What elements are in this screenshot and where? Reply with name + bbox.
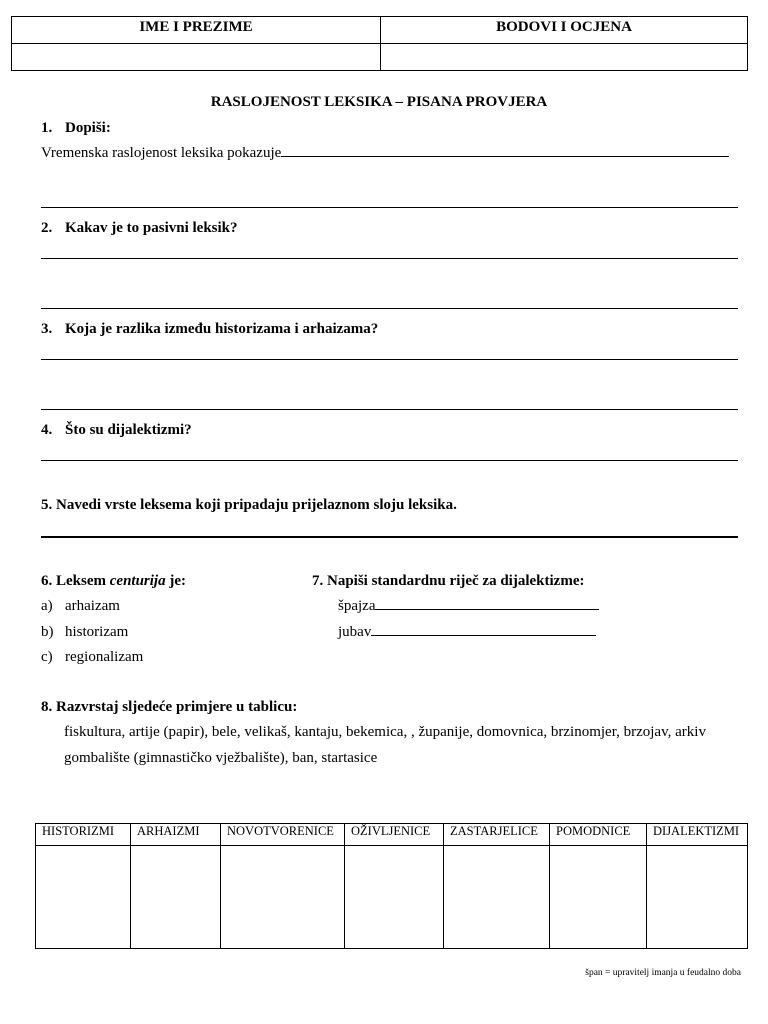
question-6-term: centurija xyxy=(109,573,166,589)
table-cell[interactable] xyxy=(131,846,221,949)
classification-table xyxy=(35,823,748,949)
footnote: špan = upravitelj imanja u feudalno doba xyxy=(585,968,741,978)
name-field[interactable] xyxy=(12,44,381,71)
table-cell[interactable] xyxy=(221,846,345,949)
dialect-word-1: špajza xyxy=(338,598,376,614)
answer-line-1b[interactable] xyxy=(41,207,738,208)
question-6-suffix: je: xyxy=(165,573,186,589)
answer-line-3b[interactable] xyxy=(41,409,738,410)
question-4-number: 4. xyxy=(41,422,53,438)
option-c-text: regionalizam xyxy=(65,649,144,665)
answer-line-5[interactable] xyxy=(41,536,738,538)
table-cell[interactable] xyxy=(444,846,550,949)
option-a[interactable] xyxy=(41,598,120,615)
column-header: POMODNICE xyxy=(550,824,647,846)
header-table xyxy=(11,16,748,71)
column-header: ARHAIZMI xyxy=(131,824,221,846)
dialect-word-row-1 xyxy=(338,598,599,615)
question-1-sentence: Vremenska raslojenost leksika pokazuje xyxy=(41,145,282,161)
column-header: NOVOTVORENICE xyxy=(221,824,345,846)
question-3 xyxy=(41,321,378,338)
option-a-text: arhaizam xyxy=(65,598,120,614)
column-header: DIJALEKTIZMI xyxy=(647,824,748,846)
answer-line-2b[interactable] xyxy=(41,308,738,309)
question-8: 8. Razvrstaj sljedeće primjere u tablicu: xyxy=(41,699,298,715)
page-title: RASLOJENOST LEKSIKA – PISANA PROVJERA xyxy=(210,94,548,110)
option-b-text: historizam xyxy=(65,624,129,640)
question-6 xyxy=(41,573,186,590)
question-1-number: 1. xyxy=(41,120,53,136)
table-cell[interactable] xyxy=(36,846,131,949)
option-c[interactable] xyxy=(41,649,143,666)
name-label: IME I PREZIME xyxy=(12,17,381,44)
table-cell[interactable] xyxy=(550,846,647,949)
column-header: OŽIVLJENICE xyxy=(345,824,444,846)
question-1-text: Dopiši: xyxy=(65,120,111,136)
examples-line-2: gombalište (gimnastičko vježbalište), ban, startasice xyxy=(64,750,378,766)
question-7: 7. Napiši standardnu riječ za dijalektizme: xyxy=(312,573,585,589)
option-b-label: b) xyxy=(41,624,54,640)
question-2 xyxy=(41,220,238,237)
answer-line-2a[interactable] xyxy=(41,258,738,259)
question-4 xyxy=(41,422,192,439)
answer-line-4[interactable] xyxy=(41,460,738,461)
question-4-text: Što su dijalektizmi? xyxy=(65,422,192,438)
question-2-text: Kakav je to pasivni leksik? xyxy=(65,220,238,236)
examples-line-1: fiskultura, artije (papir), bele, velikaš, kantaju, bekemica, , županije, domovnica, brzinomjer, brzojav, arkiv xyxy=(64,724,706,740)
table-cell[interactable] xyxy=(345,846,444,949)
dialect-word-2: jubav xyxy=(338,624,372,640)
option-b[interactable] xyxy=(41,624,128,641)
dialect-word-row-2 xyxy=(338,624,596,641)
answer-line-1a[interactable] xyxy=(281,155,729,157)
question-5: 5. Navedi vrste leksema koji pripadaju prijelaznom sloju leksika. xyxy=(41,497,457,513)
question-1 xyxy=(41,120,111,137)
answer-line-3a[interactable] xyxy=(41,359,738,360)
question-1-sentence-row xyxy=(41,145,729,162)
question-2-number: 2. xyxy=(41,220,53,236)
standard-word-line-2[interactable] xyxy=(371,634,596,636)
column-header: ZASTARJELICE xyxy=(444,824,550,846)
question-3-number: 3. xyxy=(41,321,53,337)
table-cell[interactable] xyxy=(647,846,748,949)
question-3-text: Koja je razlika između historizama i arhaizama? xyxy=(65,321,379,337)
question-6-prefix: 6. Leksem xyxy=(41,573,110,589)
option-c-label: c) xyxy=(41,649,53,665)
standard-word-line-1[interactable] xyxy=(375,608,599,610)
column-header: HISTORIZMI xyxy=(36,824,131,846)
option-a-label: a) xyxy=(41,598,53,614)
score-field[interactable] xyxy=(381,44,748,71)
score-label: BODOVI I OCJENA xyxy=(381,17,748,44)
